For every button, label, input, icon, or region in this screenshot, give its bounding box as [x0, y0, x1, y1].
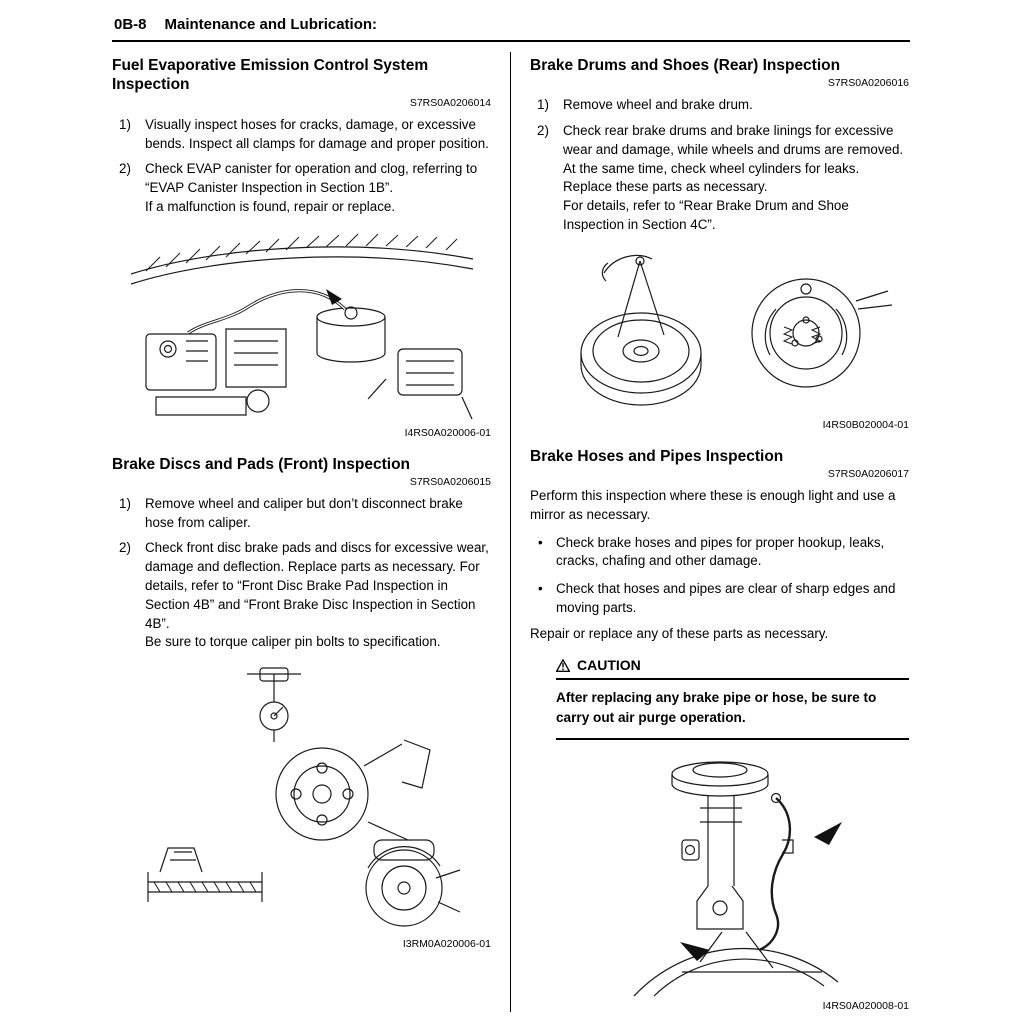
reference-code: S7RS0A0206015: [409, 475, 491, 488]
figure-brake-disc: [112, 664, 491, 950]
step-number: 1): [119, 495, 131, 511]
bullet-glyph: •: [538, 581, 543, 597]
step-text-continued: For details, refer to “Rear Brake Drum and Shoe Inspection in Section 4C”.: [563, 198, 849, 232]
step-item: [112, 495, 491, 533]
outro-paragraph: Repair or replace any of these parts as necessary.: [530, 625, 829, 641]
two-column-layout: [112, 52, 910, 1012]
step-text: Remove wheel and brake drum.: [563, 97, 753, 113]
figure-code: I4RS0B020004-01: [822, 418, 909, 431]
figure-brake-drum: [530, 249, 909, 431]
left-column: [112, 52, 491, 1012]
page-number: 0B-8: [114, 16, 147, 33]
strut-brake-hose-illustration: [570, 750, 870, 998]
brake-drum-and-shoes-illustration: [544, 249, 896, 417]
figure-code: I3RM0A020006-01: [402, 938, 491, 951]
section-title: Brake Discs and Pads (Front) Inspection: [112, 455, 411, 473]
reference-code: S7RS0A0206014: [409, 96, 491, 109]
step-number: 1): [119, 116, 131, 132]
step-item: [112, 116, 491, 154]
step-item: [530, 96, 909, 115]
figure-engine-bay: [112, 229, 491, 439]
figure-brake-hose: [530, 750, 909, 1012]
step-number: 2): [119, 161, 131, 177]
section-brake-hoses: [530, 447, 909, 1012]
step-item: [112, 160, 491, 216]
bullet-text: Check brake hoses and pipes for proper hookup, leaks, cracks, chafing and other damage.: [556, 534, 885, 569]
section-fuel-evap: [112, 56, 491, 439]
section-title: Fuel Evaporative Emission Control System Inspection: [112, 57, 429, 94]
intro-paragraph: Perform this inspection where these is enough light and use a mirror as necessary.: [530, 488, 896, 522]
step-text: Remove wheel and caliper but don’t disconnect brake hose from caliper.: [145, 495, 463, 530]
step-item: [112, 539, 491, 652]
figure-code: I4RS0A020008-01: [822, 999, 909, 1012]
section-brake-drums: [530, 56, 909, 431]
step-text: Check EVAP canister for operation and clog, referring to “EVAP Canister Inspection in Section 1B”.: [145, 161, 478, 196]
chapter-title: Maintenance and Lubrication:: [164, 16, 378, 33]
bullet-text: Check that hoses and pipes are clear of sharp edges and moving parts.: [556, 581, 896, 615]
bullet-item: [530, 534, 909, 572]
caution-box: [556, 657, 909, 739]
warning-icon: [556, 659, 570, 672]
step-item: [530, 122, 909, 235]
caution-label: CAUTION: [577, 657, 641, 674]
reference-code: S7RS0A0206016: [827, 77, 909, 90]
step-number: 2): [537, 123, 549, 139]
caution-header: [556, 657, 909, 680]
section-brake-discs: [112, 455, 491, 951]
right-column: [530, 52, 909, 1012]
step-text-continued: If a malfunction is found, repair or replace.: [145, 198, 396, 214]
step-text-continued: Be sure to torque caliper pin bolts to specification.: [145, 634, 441, 650]
bullet-glyph: •: [538, 534, 543, 550]
figure-code: I4RS0A020006-01: [404, 426, 491, 439]
bullet-item: [530, 580, 909, 618]
step-text: Visually inspect hoses for cracks, damage, or excessive bends. Inspect all clamps for damage and proper position.: [145, 116, 489, 151]
evap-canister-illustration: [126, 229, 478, 425]
step-number: 2): [119, 540, 131, 556]
step-text: Check front disc brake pads and discs for excessive wear, damage and deflection. Replace parts as necessary. For details, refer to “Front Disc Brake Pad Inspection in Section 4B” and “Front Brake Disc Inspection in Section 4B”.: [145, 540, 489, 631]
reference-code: S7RS0A0206017: [827, 468, 909, 481]
section-title: Brake Hoses and Pipes Inspection: [530, 447, 784, 465]
brake-disc-measurement-illustration: [132, 664, 472, 936]
column-divider: [510, 52, 511, 1012]
page-header: [112, 14, 910, 42]
step-number: 1): [537, 97, 549, 113]
step-text: Check rear brake drums and brake linings for excessive wear and damage, while wheels and drums are removed. At the same time, check wheel cylinders for leaks. Replace these parts as necessary.: [563, 123, 904, 195]
section-title: Brake Drums and Shoes (Rear) Inspection: [530, 57, 841, 74]
caution-text: After replacing any brake pipe or hose, be sure to carry out air purge operation.: [556, 680, 909, 739]
